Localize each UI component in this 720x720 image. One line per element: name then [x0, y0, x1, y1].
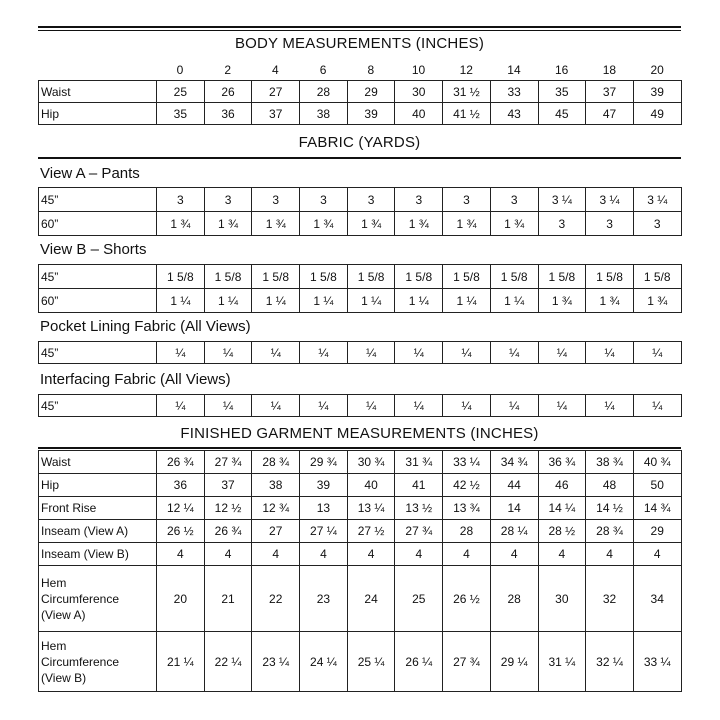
- table-cell: 3 ¼: [586, 188, 634, 212]
- table-cell: 40: [395, 103, 443, 125]
- table-cell: 50: [633, 474, 681, 497]
- table-cell: 1 ¾: [347, 212, 395, 236]
- table-cell: 26 ¾: [204, 520, 252, 543]
- size-label: 20: [650, 63, 664, 77]
- table-cell: 21: [204, 566, 252, 632]
- table-row: [39, 520, 682, 543]
- table-cell: 40 ¾: [633, 451, 681, 474]
- row-label: Inseam (View A): [39, 520, 157, 543]
- table-row: [39, 81, 682, 103]
- table-cell: 4: [157, 543, 205, 566]
- table-row: [39, 188, 682, 212]
- table-cell: 3: [204, 188, 252, 212]
- row-label: 60”: [39, 212, 157, 236]
- table-cell: 41 ½: [443, 103, 491, 125]
- row-label: Hip: [39, 474, 157, 497]
- table-cell: 29 ¾: [300, 451, 348, 474]
- table-cell: 26 ¼: [395, 632, 443, 692]
- table-cell: 26 ½: [157, 520, 205, 543]
- table-cell: 3: [157, 188, 205, 212]
- row-label: Hip: [39, 103, 157, 125]
- sizes-header-blank: [38, 60, 156, 80]
- table-cell: 1 ¼: [157, 289, 205, 313]
- table-cell: 1 ¼: [204, 289, 252, 313]
- table-cell: 27 ¾: [395, 520, 443, 543]
- table-row: [39, 474, 682, 497]
- table-cell: 4: [586, 543, 634, 566]
- table-cell: 1 5/8: [395, 265, 443, 289]
- row-label: Waist: [39, 81, 157, 103]
- table-cell: 3: [490, 188, 538, 212]
- table-cell: ¼: [347, 395, 395, 417]
- table-cell: 27 ¾: [443, 632, 491, 692]
- table-cell: 1 ¾: [157, 212, 205, 236]
- table-cell: ¼: [204, 395, 252, 417]
- size-label: 10: [411, 63, 426, 77]
- table-cell: ¼: [395, 342, 443, 364]
- table-cell: 1 ¼: [490, 289, 538, 313]
- top-rule: [38, 26, 681, 28]
- table-cell: 28 ¾: [586, 520, 634, 543]
- table-cell: 1 ¼: [252, 289, 300, 313]
- table-cell: 1 ¼: [443, 289, 491, 313]
- table-cell: 45: [538, 103, 586, 125]
- table-cell: 27 ¾: [204, 451, 252, 474]
- table-cell: 3 ¼: [633, 188, 681, 212]
- table-cell: ¼: [157, 395, 205, 417]
- table-cell: 29: [347, 81, 395, 103]
- table-cell: 39: [347, 103, 395, 125]
- table-cell: 37: [204, 474, 252, 497]
- table-cell: 46: [538, 474, 586, 497]
- table-cell: ¼: [157, 342, 205, 364]
- table-cell: 24 ¼: [300, 632, 348, 692]
- row-label: 45”: [39, 395, 157, 417]
- table-cell: 34 ¾: [490, 451, 538, 474]
- table-cell: 1 5/8: [490, 265, 538, 289]
- table-cell: 20: [157, 566, 205, 632]
- finished-measurements-table: [38, 450, 682, 692]
- interfacing-title: Interfacing Fabric (All Views): [40, 371, 231, 388]
- table-cell: 40: [347, 474, 395, 497]
- body-measurements-title: BODY MEASUREMENTS (INCHES): [234, 35, 485, 52]
- table-cell: 43: [490, 103, 538, 125]
- table-cell: 28 ¾: [252, 451, 300, 474]
- table-cell: 12 ½: [204, 497, 252, 520]
- table-cell: ¼: [443, 395, 491, 417]
- size-label: 8: [367, 63, 375, 77]
- table-cell: 37: [252, 103, 300, 125]
- table-cell: 32 ¼: [586, 632, 634, 692]
- table-cell: 30: [395, 81, 443, 103]
- table-cell: 42 ½: [443, 474, 491, 497]
- table-cell: 1 5/8: [633, 265, 681, 289]
- table-cell: 1 ¾: [204, 212, 252, 236]
- table-cell: 33 ¼: [633, 632, 681, 692]
- table-cell: 1 5/8: [204, 265, 252, 289]
- table-cell: 30: [538, 566, 586, 632]
- table-cell: 1 5/8: [443, 265, 491, 289]
- row-label: Waist: [39, 451, 157, 474]
- table-cell: 27: [252, 520, 300, 543]
- table-cell: 1 ¾: [586, 289, 634, 313]
- table-cell: 3: [395, 188, 443, 212]
- table-row: [39, 212, 682, 236]
- table-cell: 31 ¾: [395, 451, 443, 474]
- table-cell: 39: [633, 81, 681, 103]
- size-label: 18: [602, 63, 617, 77]
- table-cell: 23: [300, 566, 348, 632]
- size-label: 4: [272, 63, 279, 77]
- table-cell: 14 ¼: [538, 497, 586, 520]
- table-cell: 4: [252, 543, 300, 566]
- table-cell: ¼: [633, 395, 681, 417]
- table-cell: 1 5/8: [252, 265, 300, 289]
- table-row: [39, 342, 682, 364]
- table-row: [39, 451, 682, 474]
- table-cell: 41: [395, 474, 443, 497]
- table-cell: 1 ¾: [490, 212, 538, 236]
- table-cell: 29: [633, 520, 681, 543]
- table-cell: 14 ½: [586, 497, 634, 520]
- view-b-title: View B – Shorts: [40, 241, 147, 258]
- size-label: 12: [459, 63, 473, 77]
- table-cell: 29 ¼: [490, 632, 538, 692]
- table-cell: 32: [586, 566, 634, 632]
- table-cell: 26 ¾: [157, 451, 205, 474]
- table-cell: 48: [586, 474, 634, 497]
- table-cell: 47: [586, 103, 634, 125]
- table-cell: 1 ¾: [300, 212, 348, 236]
- table-cell: 28: [443, 520, 491, 543]
- table-cell: 4: [490, 543, 538, 566]
- size-label: 14: [507, 63, 521, 77]
- table-row: [39, 566, 682, 632]
- body-measurements-table: [38, 80, 682, 125]
- table-cell: ¼: [252, 395, 300, 417]
- fabric-title: FABRIC (YARDS): [298, 134, 421, 151]
- table-cell: 31 ¼: [538, 632, 586, 692]
- table-cell: 1 5/8: [157, 265, 205, 289]
- table-cell: 1 ¾: [252, 212, 300, 236]
- finished-rule: [38, 447, 681, 449]
- table-cell: ¼: [538, 395, 586, 417]
- table-cell: 38: [252, 474, 300, 497]
- table-cell: 27: [252, 81, 300, 103]
- table-cell: 34: [633, 566, 681, 632]
- table-cell: ¼: [490, 342, 538, 364]
- table-row: [39, 632, 682, 692]
- table-cell: 4: [443, 543, 491, 566]
- table-cell: 38 ¾: [586, 451, 634, 474]
- row-label: 60”: [39, 289, 157, 313]
- pocket-lining-table: [38, 341, 682, 364]
- table-cell: 44: [490, 474, 538, 497]
- size-label: 0: [176, 63, 184, 77]
- table-cell: 1 ¼: [347, 289, 395, 313]
- table-cell: 39: [300, 474, 348, 497]
- table-cell: ¼: [586, 342, 634, 364]
- row-label: 45”: [39, 188, 157, 212]
- table-cell: ¼: [300, 395, 348, 417]
- table-cell: 3: [633, 212, 681, 236]
- table-cell: 37: [586, 81, 634, 103]
- row-label: 45”: [39, 265, 157, 289]
- table-cell: 3: [252, 188, 300, 212]
- row-label: Inseam (View B): [39, 543, 157, 566]
- table-cell: 1 ¼: [395, 289, 443, 313]
- table-cell: 35: [538, 81, 586, 103]
- table-cell: 23 ¼: [252, 632, 300, 692]
- table-cell: 13 ¼: [347, 497, 395, 520]
- row-label: 45”: [39, 342, 157, 364]
- table-cell: 3: [300, 188, 348, 212]
- table-cell: 1 5/8: [300, 265, 348, 289]
- table-cell: 36: [204, 103, 252, 125]
- table-cell: 4: [204, 543, 252, 566]
- table-cell: 4: [395, 543, 443, 566]
- table-cell: 13 ¾: [443, 497, 491, 520]
- table-cell: 3: [586, 212, 634, 236]
- table-cell: 3: [443, 188, 491, 212]
- size-label: 6: [319, 63, 327, 77]
- table-cell: 4: [300, 543, 348, 566]
- table-cell: 22 ¼: [204, 632, 252, 692]
- table-cell: 26 ½: [443, 566, 491, 632]
- table-cell: 25: [157, 81, 205, 103]
- table-row: [39, 289, 682, 313]
- top-rule-2: [38, 30, 681, 31]
- table-cell: 38: [300, 103, 348, 125]
- table-cell: 28: [300, 81, 348, 103]
- table-cell: 1 5/8: [586, 265, 634, 289]
- row-label: Front Rise: [39, 497, 157, 520]
- table-cell: 25 ¼: [347, 632, 395, 692]
- table-cell: 28: [490, 566, 538, 632]
- table-cell: 13: [300, 497, 348, 520]
- table-row: [39, 497, 682, 520]
- table-cell: 14 ¾: [633, 497, 681, 520]
- table-cell: 4: [633, 543, 681, 566]
- table-row: [39, 265, 682, 289]
- table-cell: ¼: [490, 395, 538, 417]
- table-cell: 31 ½: [443, 81, 491, 103]
- table-cell: 1 5/8: [347, 265, 395, 289]
- sizes-header: [38, 60, 681, 80]
- view-a-table: [38, 187, 682, 236]
- pocket-title: Pocket Lining Fabric (All Views): [40, 318, 251, 335]
- table-cell: ¼: [586, 395, 634, 417]
- table-cell: 3: [538, 212, 586, 236]
- table-cell: 3: [347, 188, 395, 212]
- table-cell: ¼: [252, 342, 300, 364]
- table-cell: 36: [157, 474, 205, 497]
- table-cell: ¼: [395, 395, 443, 417]
- table-cell: 21 ¼: [157, 632, 205, 692]
- table-cell: ¼: [443, 342, 491, 364]
- table-row: [39, 395, 682, 417]
- table-cell: 1 ¾: [395, 212, 443, 236]
- table-cell: ¼: [538, 342, 586, 364]
- table-cell: 12 ¾: [252, 497, 300, 520]
- table-cell: 4: [347, 543, 395, 566]
- table-cell: 3 ¼: [538, 188, 586, 212]
- table-cell: 27 ½: [347, 520, 395, 543]
- row-label: Hem Circumference (View B): [39, 632, 157, 692]
- view-a-title: View A – Pants: [40, 165, 140, 182]
- table-cell: 35: [157, 103, 205, 125]
- table-cell: 1 ¾: [538, 289, 586, 313]
- table-cell: 14: [490, 497, 538, 520]
- table-row: [39, 103, 682, 125]
- table-cell: 1 5/8: [538, 265, 586, 289]
- table-cell: 36 ¾: [538, 451, 586, 474]
- table-cell: 24: [347, 566, 395, 632]
- size-label: 16: [555, 63, 569, 77]
- table-cell: 13 ½: [395, 497, 443, 520]
- fabric-rule: [38, 157, 681, 159]
- table-cell: ¼: [300, 342, 348, 364]
- table-cell: ¼: [633, 342, 681, 364]
- table-cell: 1 ¾: [443, 212, 491, 236]
- size-label: 2: [224, 63, 231, 77]
- table-cell: 22: [252, 566, 300, 632]
- table-cell: 49: [633, 103, 681, 125]
- table-cell: 30 ¾: [347, 451, 395, 474]
- interfacing-table: [38, 394, 682, 417]
- table-row: [39, 543, 682, 566]
- table-cell: 12 ¼: [157, 497, 205, 520]
- table-cell: 33: [490, 81, 538, 103]
- table-cell: ¼: [204, 342, 252, 364]
- table-cell: 33 ¼: [443, 451, 491, 474]
- table-cell: 28 ¼: [490, 520, 538, 543]
- table-cell: 26: [204, 81, 252, 103]
- table-cell: 1 ¼: [300, 289, 348, 313]
- table-cell: 27 ¼: [300, 520, 348, 543]
- finished-title: FINISHED GARMENT MEASUREMENTS (INCHES): [180, 425, 539, 442]
- row-label: Hem Circumference (View A): [39, 566, 157, 632]
- table-cell: 4: [538, 543, 586, 566]
- table-cell: ¼: [347, 342, 395, 364]
- table-cell: 25: [395, 566, 443, 632]
- table-cell: 1 ¾: [633, 289, 681, 313]
- table-cell: 28 ½: [538, 520, 586, 543]
- view-b-table: [38, 264, 682, 313]
